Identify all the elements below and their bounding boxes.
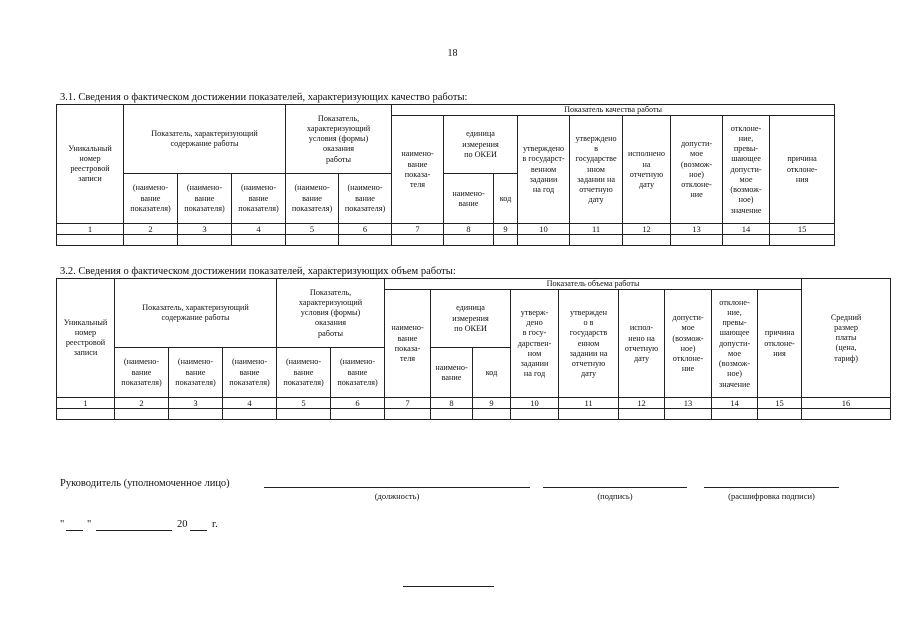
header-approved-date: утверждено в государстве нном задании на отчетную дату [570, 116, 623, 224]
decoding-caption: (расшифровка подписи) [728, 491, 815, 501]
data-cell[interactable] [385, 409, 431, 420]
header-indicator-name: наимено- вание показа- теля [392, 116, 444, 224]
subheader-indicator: (наимено- вание показателя) [223, 348, 277, 398]
header-unique-number: Уникальный номер реестровой записи [57, 279, 115, 398]
header-exceeding-deviation: отклоне- ние, превы- шающее допусти- мое (возмож- ное) значение [712, 290, 758, 398]
column-number: 1 [57, 224, 124, 235]
header-approved-year: утверж- дено в госу- дарствен- ном задании на год [511, 290, 559, 398]
year-line[interactable] [190, 530, 207, 531]
data-cell[interactable] [392, 235, 444, 246]
header-allowed-deviation: допусти- мое (возмож- ное) отклоне- ние [665, 290, 712, 398]
subheader-indicator: (наимено- вание показателя) [331, 348, 385, 398]
position-caption: (должность) [374, 491, 420, 501]
column-number: 12 [623, 224, 671, 235]
column-number: 14 [712, 398, 758, 409]
header-allowed-deviation: допусти- мое (возмож- ное) отклоне- ние [671, 116, 723, 224]
header-executed: исполнено на отчетную дату [623, 116, 671, 224]
header-deviation-reason: причина отклоне- ния [770, 116, 835, 224]
data-cell[interactable] [665, 409, 712, 420]
data-cell[interactable] [232, 235, 286, 246]
subheader-unit-name: наимено- вание [431, 348, 473, 398]
data-cell[interactable] [712, 409, 758, 420]
data-cell[interactable] [723, 235, 770, 246]
header-unit: единица измерения по ОКЕИ [431, 290, 511, 348]
data-cell[interactable] [518, 235, 570, 246]
data-cell[interactable] [331, 409, 385, 420]
day-line[interactable] [66, 530, 83, 531]
section-quality-heading: 3.1. Сведения о фактическом достижении показателей, характеризующих качество работы: [60, 92, 468, 103]
subheader-indicator: (наимено- вание показателя) [339, 174, 392, 224]
column-number: 15 [770, 224, 835, 235]
quality-table [56, 104, 835, 246]
column-numbers-row [57, 224, 835, 235]
decoding-line[interactable] [704, 487, 839, 488]
data-cell[interactable] [223, 409, 277, 420]
column-number: 10 [518, 224, 570, 235]
subheader-indicator: (наимено- вание показателя) [277, 348, 331, 398]
data-cell[interactable] [758, 409, 802, 420]
month-line[interactable] [96, 530, 172, 531]
header-approved-year: утверждено в государст- венном задании на год [518, 116, 570, 224]
date-quote-open: " [60, 519, 65, 530]
column-number: 15 [758, 398, 802, 409]
subheader-unit-code: код [494, 174, 518, 224]
column-number: 2 [124, 224, 178, 235]
column-number: 11 [570, 224, 623, 235]
column-number: 13 [665, 398, 712, 409]
header-executed: испол- нено на отчетную дату [619, 290, 665, 398]
column-number: 6 [331, 398, 385, 409]
subheader-indicator: (наимено- вание показателя) [124, 174, 178, 224]
column-number: 12 [619, 398, 665, 409]
data-cell[interactable] [57, 409, 115, 420]
year-suffix: г. [212, 519, 218, 530]
signature-caption: (подпись) [597, 491, 633, 501]
header-unit: единица измерения по ОКЕИ [444, 116, 518, 174]
column-number: 4 [223, 398, 277, 409]
column-number: 11 [559, 398, 619, 409]
column-number: 3 [178, 224, 232, 235]
subheader-indicator: (наимено- вание показателя) [286, 174, 339, 224]
header-volume-group: Показатель объема работы [385, 279, 802, 290]
column-number: 5 [286, 224, 339, 235]
data-cell[interactable] [339, 235, 392, 246]
column-number: 14 [723, 224, 770, 235]
column-number: 8 [444, 224, 494, 235]
data-cell[interactable] [178, 235, 232, 246]
header-content: Показатель, характеризующий содержание работы [124, 105, 286, 174]
volume-table [56, 278, 891, 420]
data-cell[interactable] [473, 409, 511, 420]
data-cell[interactable] [511, 409, 559, 420]
header-average-price: Средний размер платы (цена, тариф) [802, 279, 891, 398]
column-number: 9 [473, 398, 511, 409]
position-line[interactable] [264, 487, 530, 488]
header-deviation-reason: причина отклоне- ния [758, 290, 802, 398]
data-cell[interactable] [444, 235, 494, 246]
header-content: Показатель, характеризующий содержание работы [115, 279, 277, 348]
subheader-indicator: (наимено- вание показателя) [178, 174, 232, 224]
data-cell[interactable] [124, 235, 178, 246]
column-number: 3 [169, 398, 223, 409]
signature-line[interactable] [543, 487, 687, 488]
column-number: 7 [392, 224, 444, 235]
subheader-unit-code: код [473, 348, 511, 398]
data-cell[interactable] [570, 235, 623, 246]
data-cell[interactable] [431, 409, 473, 420]
column-number: 13 [671, 224, 723, 235]
subheader-indicator: (наимено- вание показателя) [232, 174, 286, 224]
header-unique-number: Уникальный номер реестровой записи [57, 105, 124, 224]
header-quality-group: Показатель качества работы [392, 105, 835, 116]
subheader-indicator: (наимено- вание показателя) [169, 348, 223, 398]
data-cell[interactable] [286, 235, 339, 246]
data-cell[interactable] [770, 235, 835, 246]
data-cell[interactable] [169, 409, 223, 420]
section-volume-heading: 3.2. Сведения о фактическом достижении показателей, характеризующих объем работы: [60, 266, 456, 277]
data-cell[interactable] [494, 235, 518, 246]
column-number: 5 [277, 398, 331, 409]
column-number: 2 [115, 398, 169, 409]
data-cell[interactable] [57, 235, 124, 246]
data-cell[interactable] [623, 235, 671, 246]
page-number: 18 [447, 48, 458, 59]
column-number: 10 [511, 398, 559, 409]
header-conditions: Показатель, характеризующий условия (формы) оказания работы [286, 105, 392, 174]
data-cell[interactable] [115, 409, 169, 420]
column-number: 6 [339, 224, 392, 235]
signatory-label: Руководитель (уполномоченное лицо) [60, 478, 230, 489]
data-row-empty [57, 235, 835, 246]
year-prefix: 20 [177, 519, 188, 530]
footnote-separator [403, 586, 494, 587]
header-conditions: Показатель, характеризующий условия (формы) оказания работы [277, 279, 385, 348]
subheader-indicator: (наимено- вание показателя) [115, 348, 169, 398]
column-number: 1 [57, 398, 115, 409]
column-number: 16 [802, 398, 891, 409]
data-cell[interactable] [277, 409, 331, 420]
column-number: 8 [431, 398, 473, 409]
column-number: 7 [385, 398, 431, 409]
data-cell[interactable] [802, 409, 891, 420]
data-cell[interactable] [671, 235, 723, 246]
header-approved-date: утвержден о в государств енном задании на отчетную дату [559, 290, 619, 398]
subheader-unit-name: наимено- вание [444, 174, 494, 224]
date-quote-close: " [87, 519, 92, 530]
data-cell[interactable] [559, 409, 619, 420]
column-number: 4 [232, 224, 286, 235]
column-number: 9 [494, 224, 518, 235]
column-numbers-row [57, 398, 891, 409]
data-cell[interactable] [619, 409, 665, 420]
data-row-empty [57, 409, 891, 420]
header-exceeding-deviation: отклоне- ние, превы- шающее допусти- мое (возмож- ное) значение [723, 116, 770, 224]
header-indicator-name: наимено- вание показа- теля [385, 290, 431, 398]
